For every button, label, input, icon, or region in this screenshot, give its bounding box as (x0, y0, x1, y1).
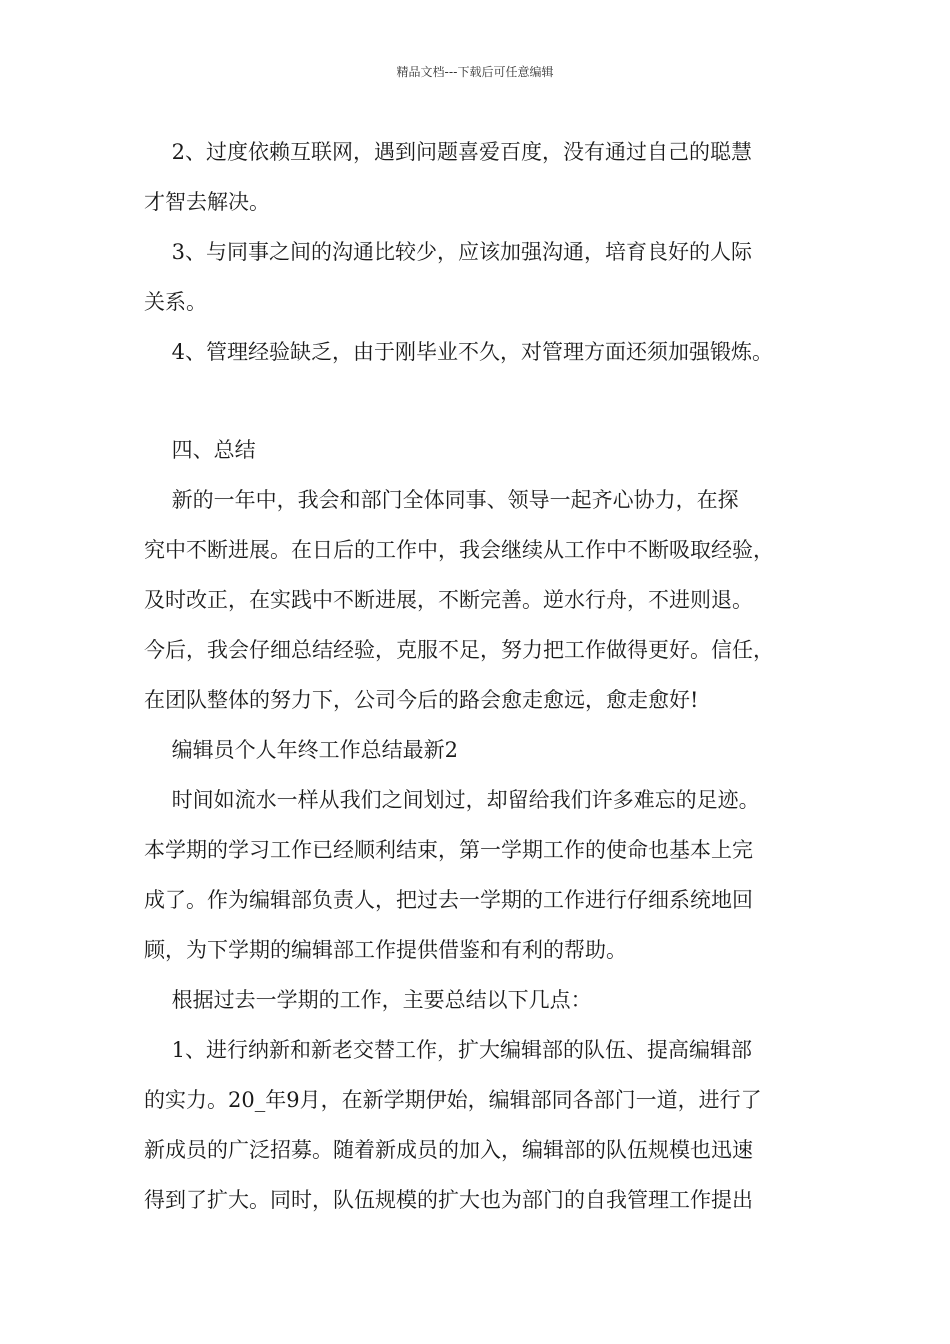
paragraph-line: 新成员的广泛招募。随着新成员的加入，编辑部的队伍规模也迅速 (144, 1138, 753, 1162)
paragraph-line: 究中不断进展。在日后的工作中，我会继续从工作中不断吸取经验， (144, 538, 774, 562)
paragraph-line: 在团队整体的努力下，公司今后的路会愈走愈远，愈走愈好! (144, 688, 699, 712)
paragraph-line: 顾，为下学期的编辑部工作提供借鉴和有利的帮助。 (144, 938, 627, 962)
article-title: 编辑员个人年终工作总结最新2 (144, 738, 459, 762)
paragraph-line: 关系。 (144, 290, 207, 314)
paragraph-line: 本学期的学习工作已经顺利结束，第一学期工作的使命也基本上完 (144, 838, 753, 862)
paragraph-line: 4、管理经验缺乏，由于刚毕业不久，对管理方面还须加强锻炼。 (144, 340, 774, 364)
paragraph-line: 得到了扩大。同时，队伍规模的扩大也为部门的自我管理工作提出 (144, 1188, 753, 1212)
paragraph-line: 才智去解决。 (144, 190, 270, 214)
page-header: 精品文档---下载后可任意编辑 (396, 65, 554, 79)
paragraph-line: 成了。作为编辑部负责人，把过去一学期的工作进行仔细系统地回 (144, 888, 753, 912)
section-heading: 四、总结 (144, 438, 256, 462)
paragraph-line: 及时改正，在实践中不断进展，不断完善。逆水行舟，不进则退。 (144, 588, 753, 612)
paragraph-line: 3、与同事之间的沟通比较少，应该加强沟通，培育良好的人际 (144, 240, 753, 264)
paragraph-line: 1、进行纳新和新老交替工作，扩大编辑部的队伍、提高编辑部 (144, 1038, 753, 1062)
paragraph-line: 2、过度依赖互联网，遇到问题喜爱百度，没有通过自己的聪慧 (144, 140, 753, 164)
paragraph-line: 时间如流水一样从我们之间划过，却留给我们许多难忘的足迹。 (144, 788, 760, 812)
paragraph-line: 根据过去一学期的工作，主要总结以下几点： (144, 988, 592, 1012)
paragraph-line: 新的一年中，我会和部门全体同事、领导一起齐心协力，在探 (144, 488, 739, 512)
paragraph-line: 的实力。20_年9月，在新学期伊始，编辑部同各部门一道，进行了 (144, 1088, 762, 1112)
paragraph-line: 今后，我会仔细总结经验，克服不足，努力把工作做得更好。信任， (144, 638, 774, 662)
